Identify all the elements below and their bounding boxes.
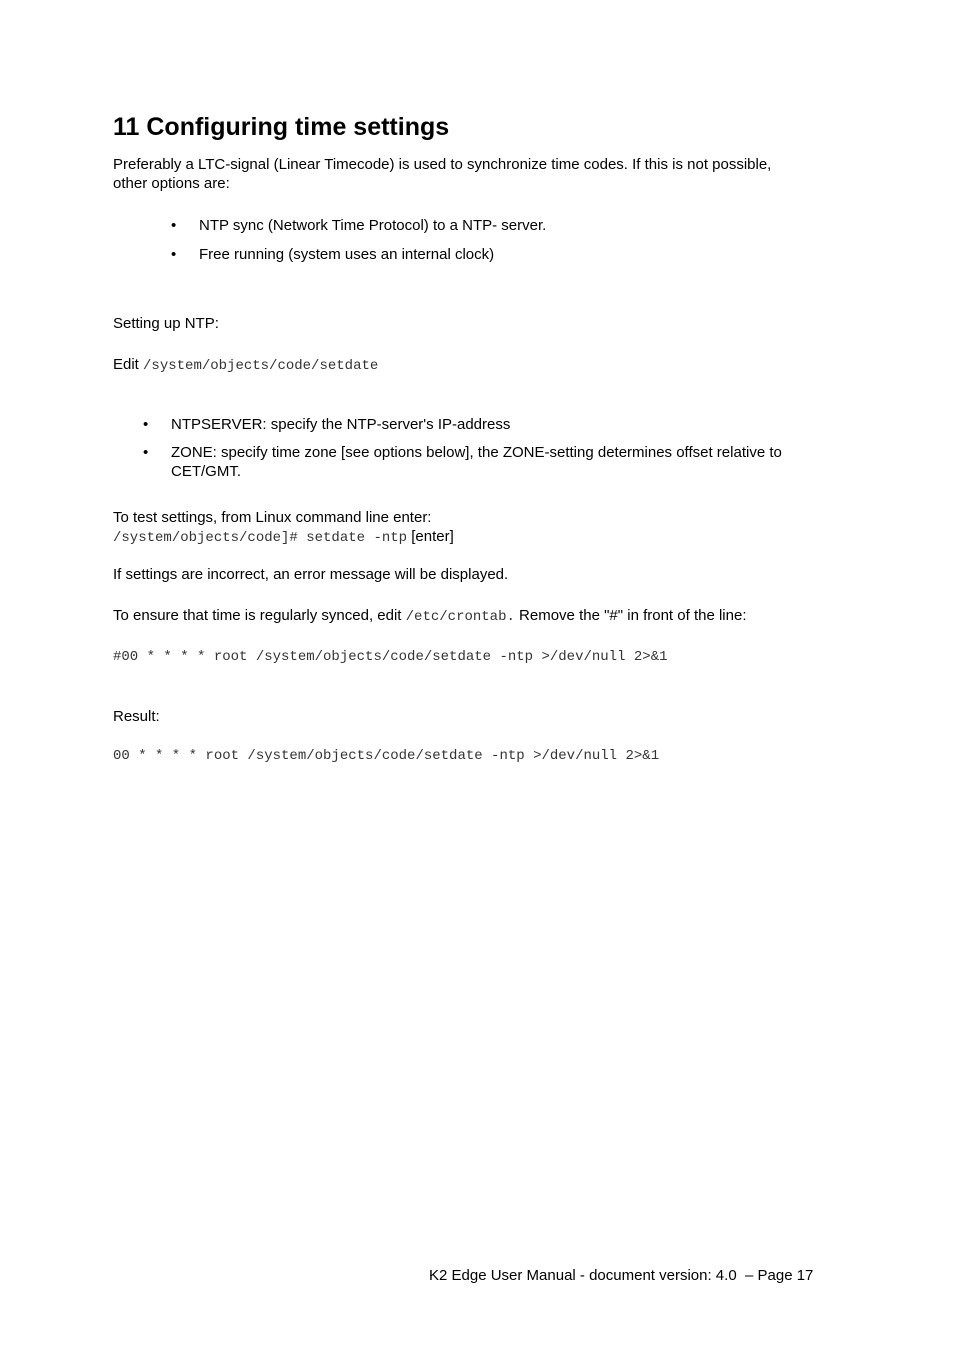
option-item-ntp [171,216,546,235]
intro-line-1: Preferably a LTC-signal (Linear Timecode) is used to synchronize time codes. If this is not possible, [113,156,772,173]
page-footer: K2 Edge User Manual - document version: 4.0 – Page 17 [429,1267,814,1284]
result-label: Result: [113,708,160,725]
crontab-path: /etc/crontab. [405,609,515,625]
edit-path: /system/objects/code/setdate [143,358,379,374]
setting-text [171,443,851,481]
edit-instruction [113,355,378,376]
option-item-free-running [171,245,494,264]
option-text: Free running (system uses an internal clock) [199,246,495,263]
zone-line-2: CET/GMT. [171,463,241,480]
bullet-icon: • [171,246,177,263]
crontab-text-before: To ensure that time is regularly synced, edit [113,607,402,624]
test-enter: [enter] [411,528,454,545]
crontab-instruction [113,606,747,627]
setting-item-ntpserver [143,415,510,434]
edit-label: Edit [113,356,139,373]
setting-item-zone [143,443,851,481]
page-title: 11 Configuring time settings [113,113,450,141]
test-command-line [113,527,454,548]
cron-line-result: 00 * * * * root /system/objects/code/setdate -ntp >/dev/null 2>&1 [113,748,660,764]
cron-line-commented: #00 * * * * root /system/objects/code/setdate -ntp >/dev/null 2>&1 [113,649,668,665]
bullet-icon: • [143,444,149,461]
intro-line-2: other options are: [113,175,230,192]
zone-line-1: ZONE: specify time zone [see options below], the ZONE-setting determines offset relative to [171,444,782,461]
bullet-icon: • [171,217,177,234]
setting-text: NTPSERVER: specify the NTP-server's IP-address [171,416,511,433]
ntp-setup-label: Setting up NTP: [113,315,219,332]
error-note: If settings are incorrect, an error message will be displayed. [113,566,509,583]
test-command: /system/objects/code]# setdate -ntp [113,530,408,546]
bullet-icon: • [143,416,149,433]
crontab-text-after: Remove the "#" in front of the line: [519,607,747,624]
option-text: NTP sync (Network Time Protocol) to a NTP- server. [199,217,547,234]
test-label: To test settings, from Linux command line enter: [113,509,432,526]
